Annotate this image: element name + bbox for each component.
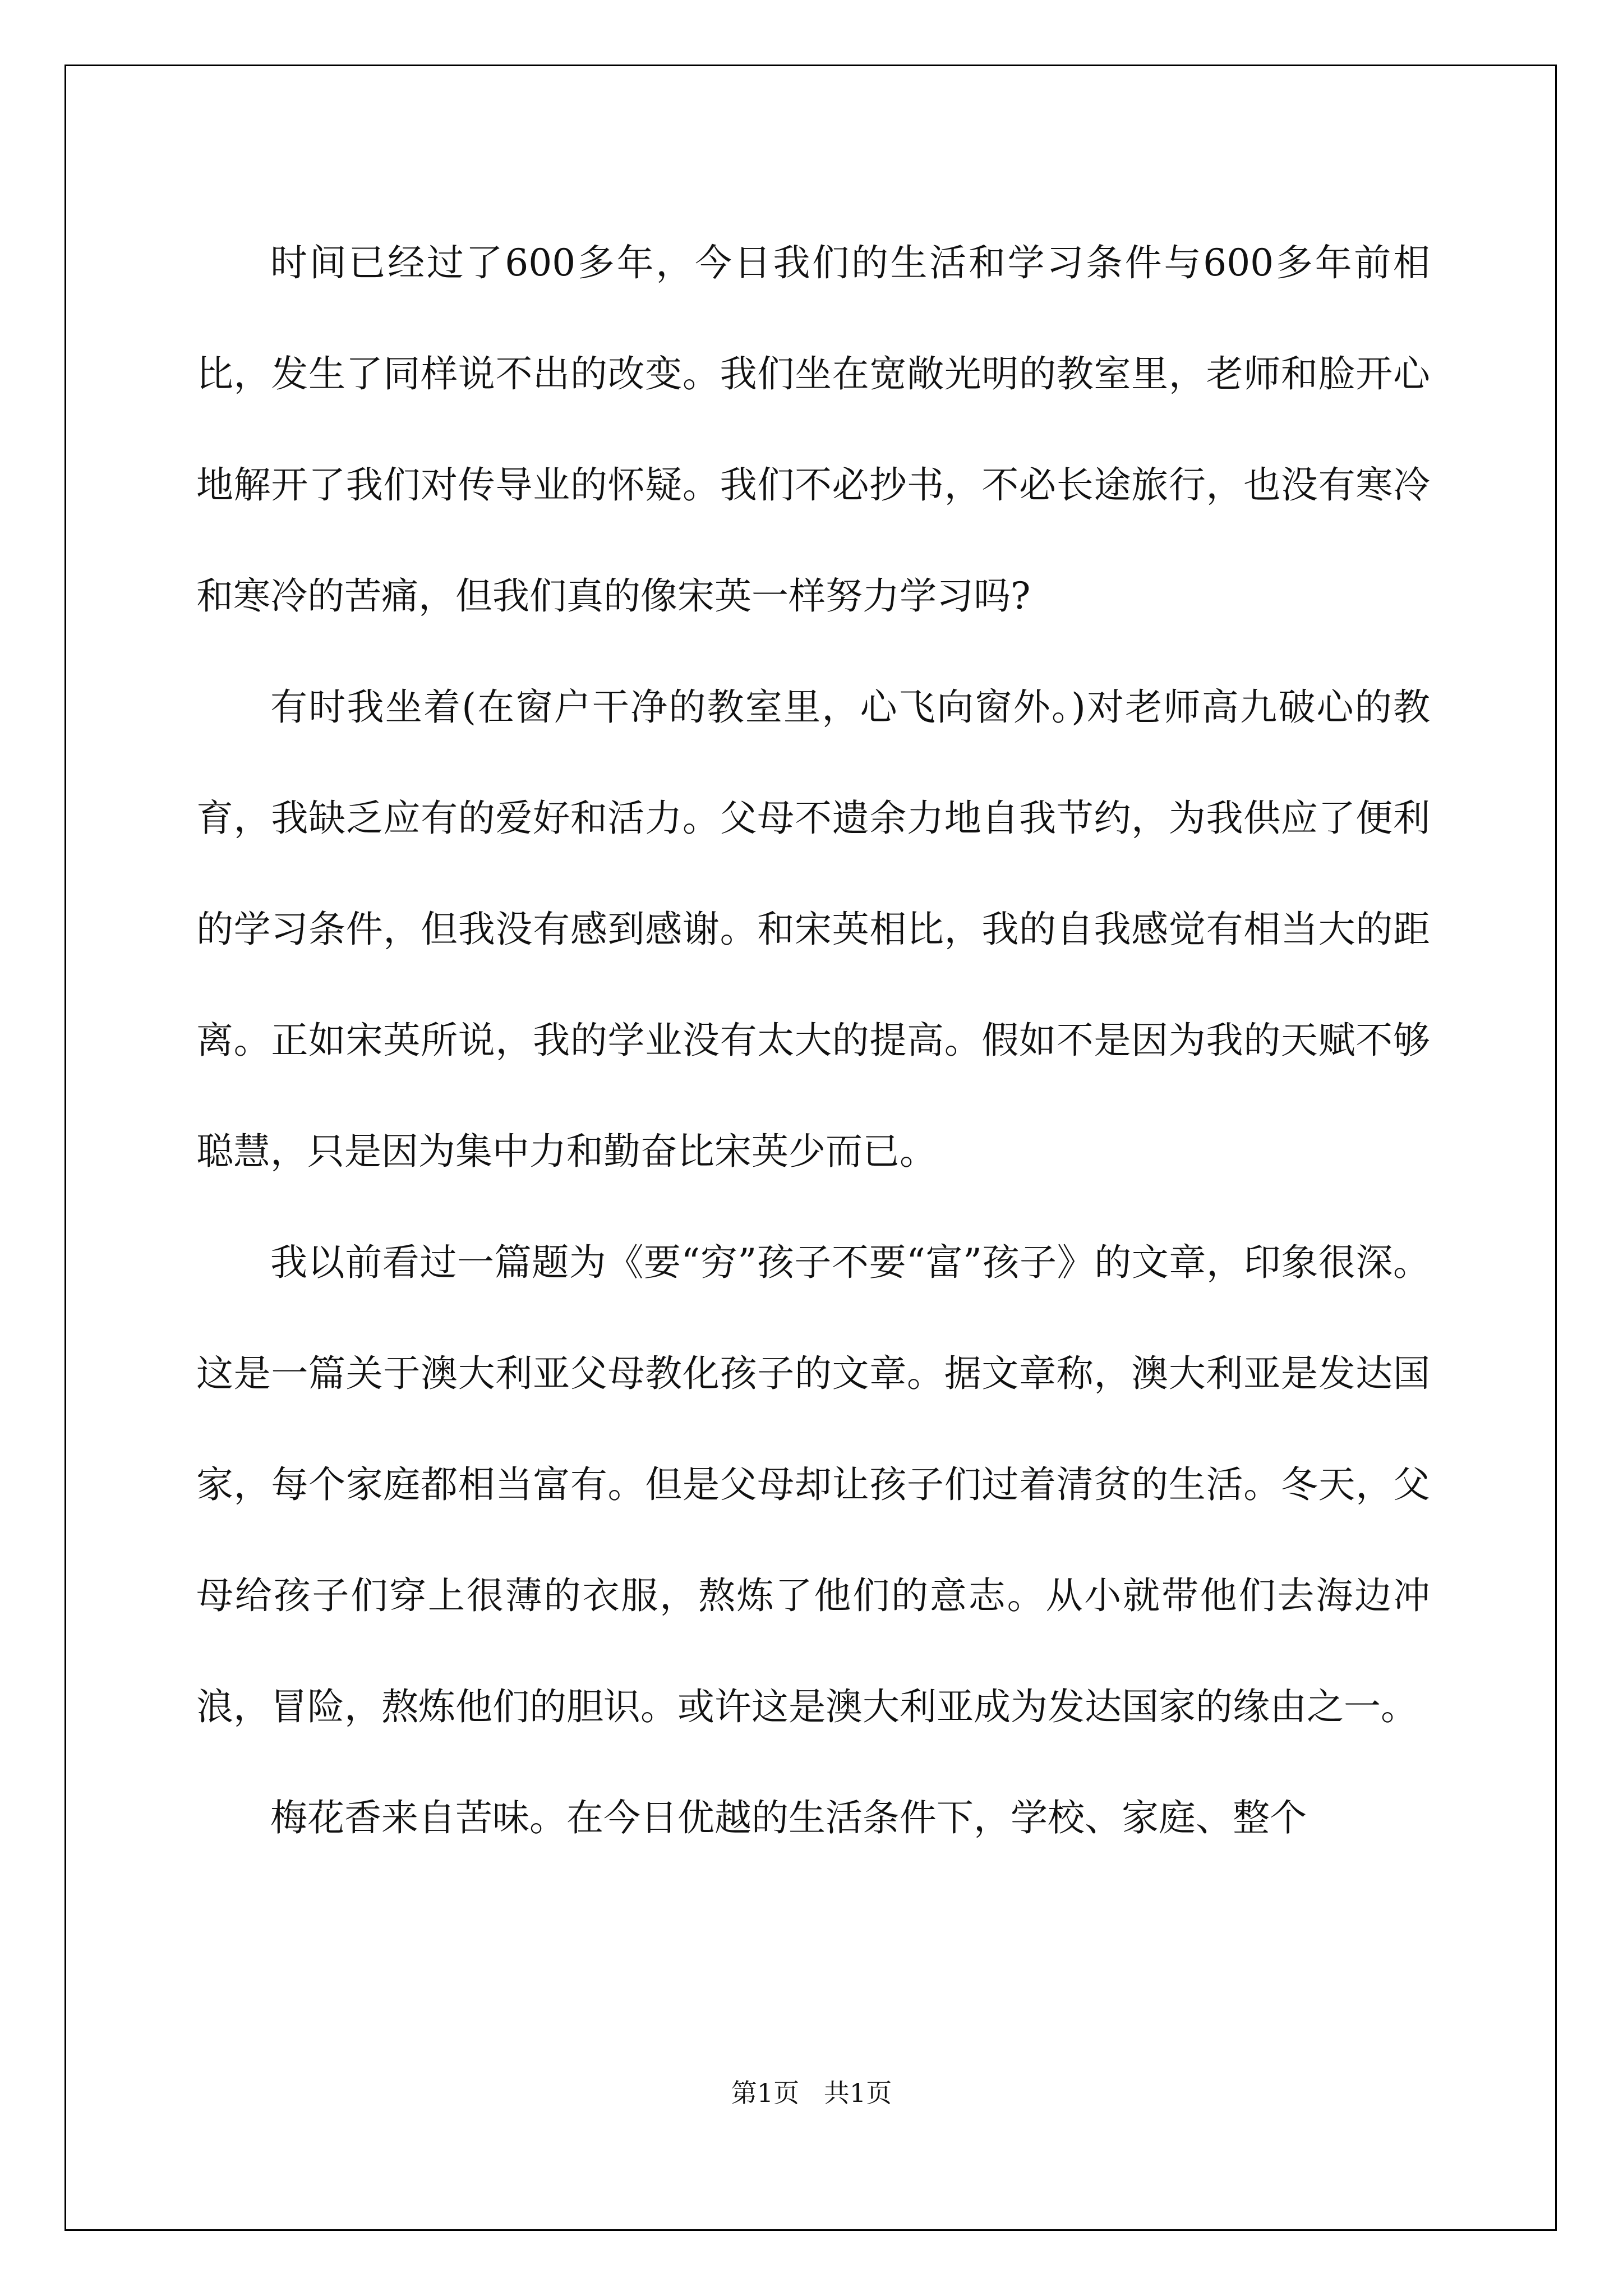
paragraph-2: 有时我坐着(在窗户干净的教室里，心飞向窗外。)对老师高九破心的教育，我缺乏应有的爱好和活力。父母不遗余力地自我节约，为我供应了便利的学习条件，但我没有感到感谢。和宋英相比，我的自我感觉有相当大的距离。正如宋英所说，我的学业没有太大的提高。假如不是因为我的天赋不够聪慧，只是因为集中力和勤奋比宋英少而已。 [196,685,1430,1173]
paragraph-1: 时间已经过了600多年，今日我们的生活和学习条件与600多年前相比，发生了同样说不出的改变。我们坐在宽敞光明的教室里，老师和脸开心地解开了我们对传导业的怀疑。我们不必抄书，不必长途旅行，也没有寒冷和寒冷的苦痛，但我们真的像宋英一样努力学习吗? [196,241,1430,618]
page-number-footer: 第1页 共1页 [731,2078,892,2108]
paragraph-3: 我以前看过一篇题为《要“穷”孩子不要“富”孩子》的文章，印象很深。这是一篇关于澳大利亚父母教化孩子的文章。据文章称，澳大利亚是发达国家，每个家庭都相当富有。但是父母却让孩子们过着清贫的生活。冬天，父母给孩子们穿上很薄的衣服，熬炼了他们的意志。从小就带他们去海边冲浪，冒险，熬炼他们的胆识。或许这是澳大利亚成为发达国家的缘由之一。 [196,1241,1430,1728]
document-body [196,208,1430,1874]
paragraph-4: 梅花香来自苦味。在今日优越的生活条件下，学校、家庭、整个 [270,1796,1307,1839]
